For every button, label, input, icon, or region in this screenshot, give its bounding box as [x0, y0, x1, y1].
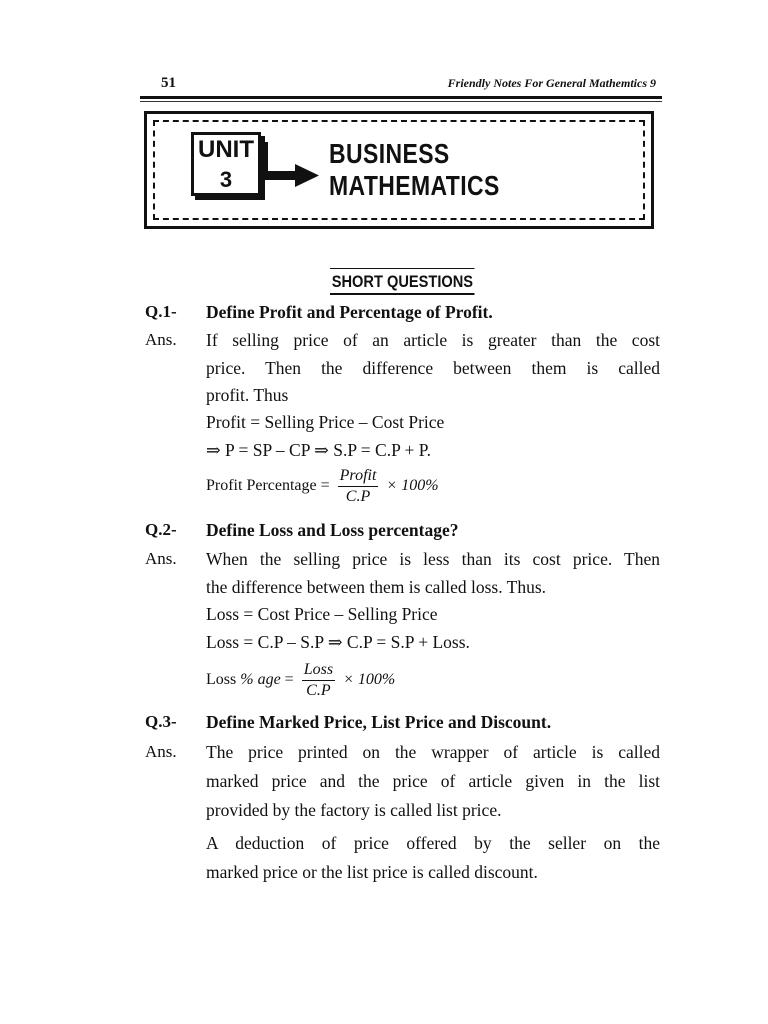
header-rule-thin [140, 101, 662, 102]
q1-answer-line: price. Then the difference between them is called [206, 358, 660, 378]
q3-label: Q.3- [145, 712, 177, 731]
q2-answer-line: Loss = Cost Price – Selling Price [206, 604, 438, 624]
page-number: 51 [161, 75, 176, 91]
arrow-right-icon [259, 142, 321, 192]
formula-rhs: × 100% [386, 477, 439, 495]
q1-answer-label: Ans. [145, 330, 177, 349]
section-heading: SHORT QUESTIONS [330, 268, 475, 295]
formula-lhs: Loss [206, 671, 237, 689]
running-head: Friendly Notes For General Mathemtics 9 [447, 76, 656, 90]
q2-question: Define Loss and Loss percentage? [206, 520, 459, 540]
header-rule [140, 96, 662, 99]
fraction-numerator: Profit [338, 466, 379, 487]
q3-answer-line: The price printed on the wrapper of article is called [206, 742, 660, 762]
unit-title-line2: MATHEMATICS [329, 170, 500, 201]
q3-answer-line: marked price and the price of article given in the list [206, 771, 660, 791]
q2-answer-line: Loss = C.P – S.P ⇒ C.P = S.P + Loss. [206, 632, 470, 652]
fraction-denominator: C.P [306, 682, 331, 699]
q2-answer-line: When the selling price is less than its cost price. Then [206, 549, 660, 569]
unit-title [329, 138, 500, 202]
q3-answer-line: A deduction of price offered by the seller on the [206, 833, 660, 853]
fraction [338, 466, 379, 507]
profit-percentage-formula [206, 466, 439, 507]
q1-answer-line: profit. Thus [206, 385, 289, 405]
q1-answer-line: Profit = Selling Price – Cost Price [206, 412, 445, 432]
q3-question: Define Marked Price, List Price and Discount. [206, 712, 552, 732]
unit-number-box [191, 132, 261, 196]
q3-answer-label: Ans. [145, 742, 177, 761]
unit-title-line1: BUSINESS [329, 138, 450, 169]
fraction-numerator: Loss [302, 660, 335, 681]
q2-label: Q.2- [145, 520, 177, 539]
formula-lhs-suffix: % age [240, 671, 281, 689]
fraction [302, 660, 335, 701]
q2-answer-label: Ans. [145, 549, 177, 568]
q3-answer-line: provided by the factory is called list price. [206, 800, 502, 820]
q1-label: Q.1- [145, 302, 177, 321]
unit-number: 3 [219, 167, 233, 192]
unit-banner [144, 111, 654, 229]
q2-answer-line: the difference between them is called loss. Thus. [206, 577, 547, 597]
q3-answer-line: marked price or the list price is called discount. [206, 862, 538, 882]
q1-question: Define Profit and Percentage of Profit. [206, 302, 493, 322]
fraction-denominator: C.P [345, 488, 371, 505]
formula-rhs: × 100% [343, 671, 396, 689]
unit-label: UNIT [198, 136, 254, 163]
q1-answer-line: If selling price of an article is greater than the cost [206, 330, 660, 350]
q1-answer-line: ⇒ P = SP – CP ⇒ S.P = C.P + P. [206, 440, 431, 460]
loss-percentage-formula [206, 660, 395, 701]
formula-equals: = [284, 671, 294, 689]
formula-lhs: Profit Percentage = [206, 477, 330, 495]
